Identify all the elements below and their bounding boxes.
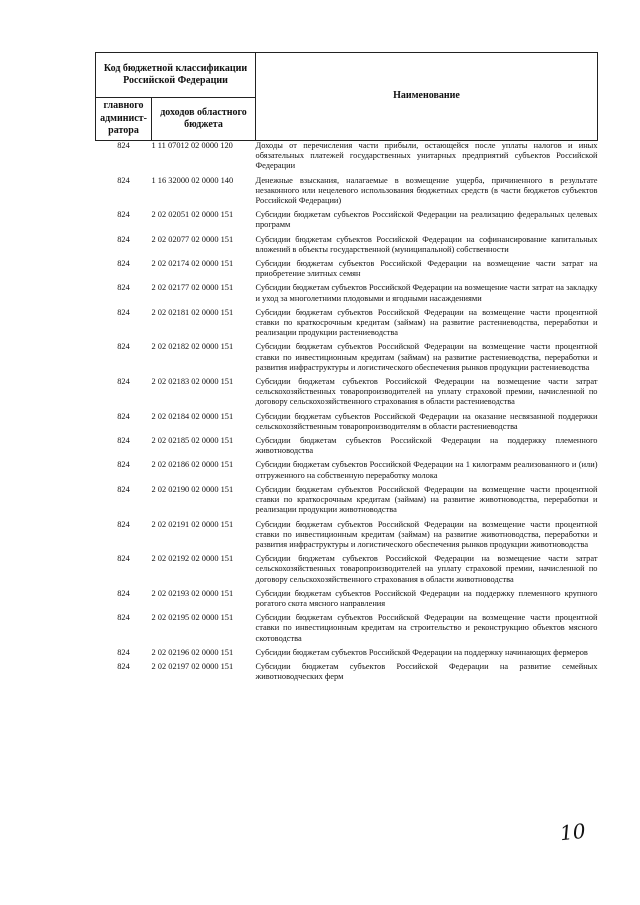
table-row [96, 648, 598, 662]
admin-code-cell: 824 [117, 283, 130, 293]
admin-code-cell: 824 [117, 210, 130, 220]
table-row [96, 554, 598, 589]
income-code-cell: 2 02 02186 02 0000 151 [151, 460, 234, 470]
name-header: Наименование [256, 53, 598, 141]
table-row [96, 485, 598, 520]
name-cell: Субсидии бюджетам субъектов Российской Федерации на возмещение части процентной ставки по краткосрочным кредитам (займам) на развитие животноводства, переработки и реализации продукции животноводства [255, 484, 598, 515]
admin-code-cell: 824 [117, 661, 130, 671]
name-cell: Денежные взыскания, налагаемые в возмещение ущерба, причиненного в результате незаконного или нецелевого использования бюджетных средств (в части бюджетов субъектов Российской Федерации) [255, 175, 598, 206]
name-cell: Субсидии бюджетам субъектов Российской Федерации на 1 килограмм реализованного и (или) отгруженного на собственную переработку молока [255, 460, 598, 480]
table-row [96, 176, 598, 211]
table-row [96, 613, 598, 648]
name-cell: Субсидии бюджетам субъектов Российской Федерации на развитие семейных животноводческих ферм [255, 661, 598, 682]
name-cell: Субсидии бюджетам субъектов Российской Федерации на возмещение части процентной ставки по инвестиционным кредитам на строительство и реконструкцию объектов мясного скотоводства [255, 613, 598, 643]
admin-code-cell: 824 [117, 647, 130, 657]
name-cell: Субсидии бюджетам субъектов Российской Федерации на поддержку племенного крупного рогатого скота мясного направления [255, 588, 598, 608]
table-row [96, 589, 598, 613]
name-cell: Субсидии бюджетам субъектов Российской Федерации на софинансирование капитальных вложений в объекты государственной (муниципальной) собственности [255, 234, 598, 254]
income-code-cell: 2 02 02177 02 0000 151 [151, 283, 234, 293]
table-row [96, 436, 598, 460]
income-code-cell: 1 11 07012 02 0000 120 [151, 141, 233, 150]
table-row [96, 235, 598, 259]
admin-code-cell: 824 [117, 519, 130, 529]
name-cell: Субсидии бюджетам субъектов Российской Федерации на возмещение части затрат сельскохозяйственных товаропроизводителей на уплату страховой премии, начисленной по договору сельскохозяйственного страхования в области животноводства [255, 554, 598, 584]
name-cell: Доходы от перечисления части прибыли, остающейся после уплаты налогов и иных обязательных платежей государственных унитарных предприятий субъектов Российской Федерации [255, 141, 598, 171]
admin-code-cell: 824 [117, 484, 130, 494]
admin-code-cell: 824 [117, 613, 130, 623]
admin-code-cell: 824 [117, 460, 130, 470]
income-code-cell: 2 02 02185 02 0000 151 [151, 436, 234, 446]
income-code-cell: 2 02 02191 02 0000 151 [151, 519, 234, 529]
table-row [96, 141, 598, 176]
admin-code-cell: 824 [117, 141, 130, 150]
table-row [96, 210, 598, 234]
income-code-cell: 2 02 02195 02 0000 151 [151, 613, 234, 623]
admin-code-cell: 824 [117, 342, 130, 352]
income-code-cell: 2 02 02183 02 0000 151 [151, 377, 234, 387]
admin-code-cell: 824 [117, 234, 130, 244]
income-code-cell: 2 02 02190 02 0000 151 [151, 484, 234, 494]
income-code-cell: 1 16 32000 02 0000 140 [151, 175, 234, 185]
table-row [96, 520, 598, 555]
table-body [96, 141, 598, 687]
name-cell: Субсидии бюджетам субъектов Российской Федерации на возмещение части затрат на закладку и уход за многолетними плодовыми и ягодными насаждениями [255, 283, 598, 303]
budget-classification-table [95, 52, 598, 686]
table-row [96, 460, 598, 484]
income-code-cell: 2 02 02197 02 0000 151 [151, 661, 234, 671]
income-code-cell: 2 02 02184 02 0000 151 [151, 411, 234, 421]
admin-code-cell: 824 [117, 307, 130, 317]
table-row [96, 342, 598, 377]
name-cell: Субсидии бюджетам субъектов Российской Федерации на поддержку начинающих фермеров [255, 647, 588, 657]
admin-code-cell: 824 [117, 175, 130, 185]
admin-header: главного админист-ратора [96, 98, 152, 141]
name-cell: Субсидии бюджетам субъектов Российской Федерации на возмещение части процентной ставки по инвестиционным кредитам (займам) на развитие растениеводства, переработки и развития инфраструктуры и логистического обеспечения рынков продукции растениеводства [255, 342, 598, 372]
table-row [96, 377, 598, 412]
table-row [96, 662, 598, 686]
name-cell: Субсидии бюджетам субъектов Российской Федерации на возмещение части затрат сельскохозяйственных товаропроизводителей на уплату страховой премии, начисленной по договору сельскохозяйственного страхования в области растениеводства [255, 377, 598, 407]
admin-code-cell: 824 [117, 411, 130, 421]
name-cell: Субсидии бюджетам субъектов Российской Федерации на оказание несвязанной поддержки сельскохозяйственным товаропроизводителям в области растениеводства [255, 411, 598, 431]
table-row [96, 308, 598, 343]
name-cell: Субсидии бюджетам субъектов Российской Федерации на реализацию федеральных целевых программ [255, 210, 598, 230]
name-cell: Субсидии бюджетам субъектов Российской Федерации на возмещение части затрат на приобретение элитных семян [255, 259, 598, 279]
name-cell: Субсидии бюджетам субъектов Российской Федерации на возмещение части процентной ставки по краткосрочным кредитам (займам) на развитие растениеводства, переработки и реализации продукции растениеводства [255, 307, 598, 338]
income-code-cell: 2 02 02192 02 0000 151 [151, 554, 234, 564]
table-row [96, 283, 598, 307]
admin-code-cell: 824 [117, 377, 130, 387]
income-code-cell: 2 02 02196 02 0000 151 [151, 647, 234, 657]
name-cell: Субсидии бюджетам субъектов Российской Федерации на возмещение части процентной ставки по инвестиционным кредитам (займам) на развитие животноводства, переработки и развития инфраструктуры и логистического обеспечения рынков продукции животноводства [255, 519, 598, 549]
admin-code-cell: 824 [117, 436, 130, 446]
admin-code-cell: 824 [117, 259, 130, 269]
income-code-cell: 2 02 02051 02 0000 151 [151, 210, 234, 220]
table-row [96, 412, 598, 436]
document-page [95, 52, 597, 686]
kbk-header: Код бюджетной классификации Российской Федерации [96, 53, 256, 98]
admin-code-cell: 824 [117, 588, 130, 598]
income-code-cell: 2 02 02181 02 0000 151 [151, 307, 234, 317]
income-code-cell: 2 02 02193 02 0000 151 [151, 588, 234, 598]
income-header: доходов областного бюджета [152, 98, 256, 141]
name-cell: Субсидии бюджетам субъектов Российской Федерации на поддержку племенного животноводства [255, 436, 598, 456]
income-code-cell: 2 02 02182 02 0000 151 [151, 342, 234, 352]
income-code-cell: 2 02 02174 02 0000 151 [151, 259, 234, 269]
table-row [96, 259, 598, 283]
income-code-cell: 2 02 02077 02 0000 151 [151, 234, 234, 244]
page-number: 10 [558, 818, 587, 846]
admin-code-cell: 824 [117, 554, 130, 564]
